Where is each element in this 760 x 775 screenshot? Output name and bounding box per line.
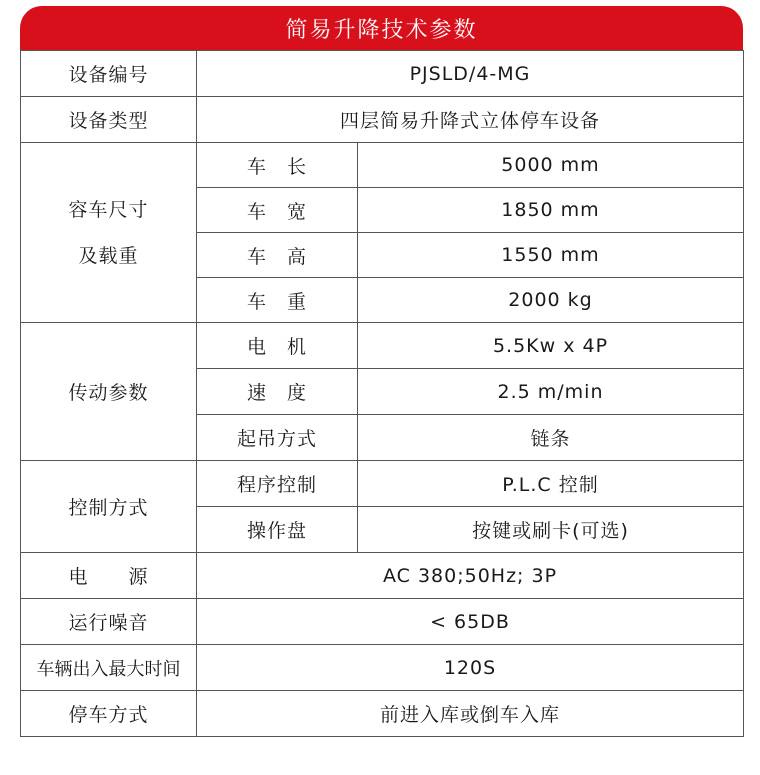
parking-label: 停车方式 (21, 691, 197, 737)
parking-value: 前进入库或倒车入库 (197, 691, 744, 737)
spec-table (20, 50, 744, 737)
time-value: 120S (197, 645, 744, 691)
panel-value: 按键或刷卡(可选) (358, 507, 744, 553)
table-row-motor (21, 323, 744, 369)
panel-label: 操作盘 (197, 507, 358, 553)
model-label: 设备编号 (21, 51, 197, 97)
height-label: 车 高 (197, 233, 358, 278)
height-value: 1550 mm (358, 233, 744, 278)
speed-value: 2.5 m/min (358, 369, 744, 415)
power-label: 电 源 (21, 553, 197, 599)
noise-label: 运行噪音 (21, 599, 197, 645)
table-row-noise (21, 599, 744, 645)
noise-value: < 65DB (197, 599, 744, 645)
length-value: 5000 mm (358, 143, 744, 188)
length-label: 车 长 (197, 143, 358, 188)
motor-value: 5.5Kw x 4P (358, 323, 744, 369)
program-value: P.L.C 控制 (358, 461, 744, 507)
lift-value: 链条 (358, 415, 744, 461)
power-value: AC 380;50Hz; 3P (197, 553, 744, 599)
motor-label: 电 机 (197, 323, 358, 369)
table-row-model (21, 51, 744, 97)
type-value: 四层简易升降式立体停车设备 (197, 97, 744, 143)
table-row-program (21, 461, 744, 507)
table-row-length (21, 143, 744, 188)
type-label: 设备类型 (21, 97, 197, 143)
program-label: 程序控制 (197, 461, 358, 507)
table-row-time (21, 645, 744, 691)
time-label: 车辆出入最大时间 (21, 645, 197, 691)
width-label: 车 宽 (197, 188, 358, 233)
width-value: 1850 mm (358, 188, 744, 233)
table-row-power (21, 553, 744, 599)
capacity-label (21, 143, 197, 323)
drive-label: 传动参数 (21, 323, 197, 461)
table-row-type (21, 97, 744, 143)
capacity-label-line1: 容车尺寸 (68, 198, 149, 221)
weight-value: 2000 kg (358, 278, 744, 323)
table-row-parking (21, 691, 744, 737)
lift-label: 起吊方式 (197, 415, 358, 461)
capacity-label-line2: 及载重 (78, 244, 139, 267)
speed-label: 速 度 (197, 369, 358, 415)
table-title: 简易升降技术参数 (285, 17, 478, 43)
table-title-banner (20, 6, 743, 50)
model-value: PJSLD/4-MG (197, 51, 744, 97)
control-label: 控制方式 (21, 461, 197, 553)
weight-label: 车 重 (197, 278, 358, 323)
